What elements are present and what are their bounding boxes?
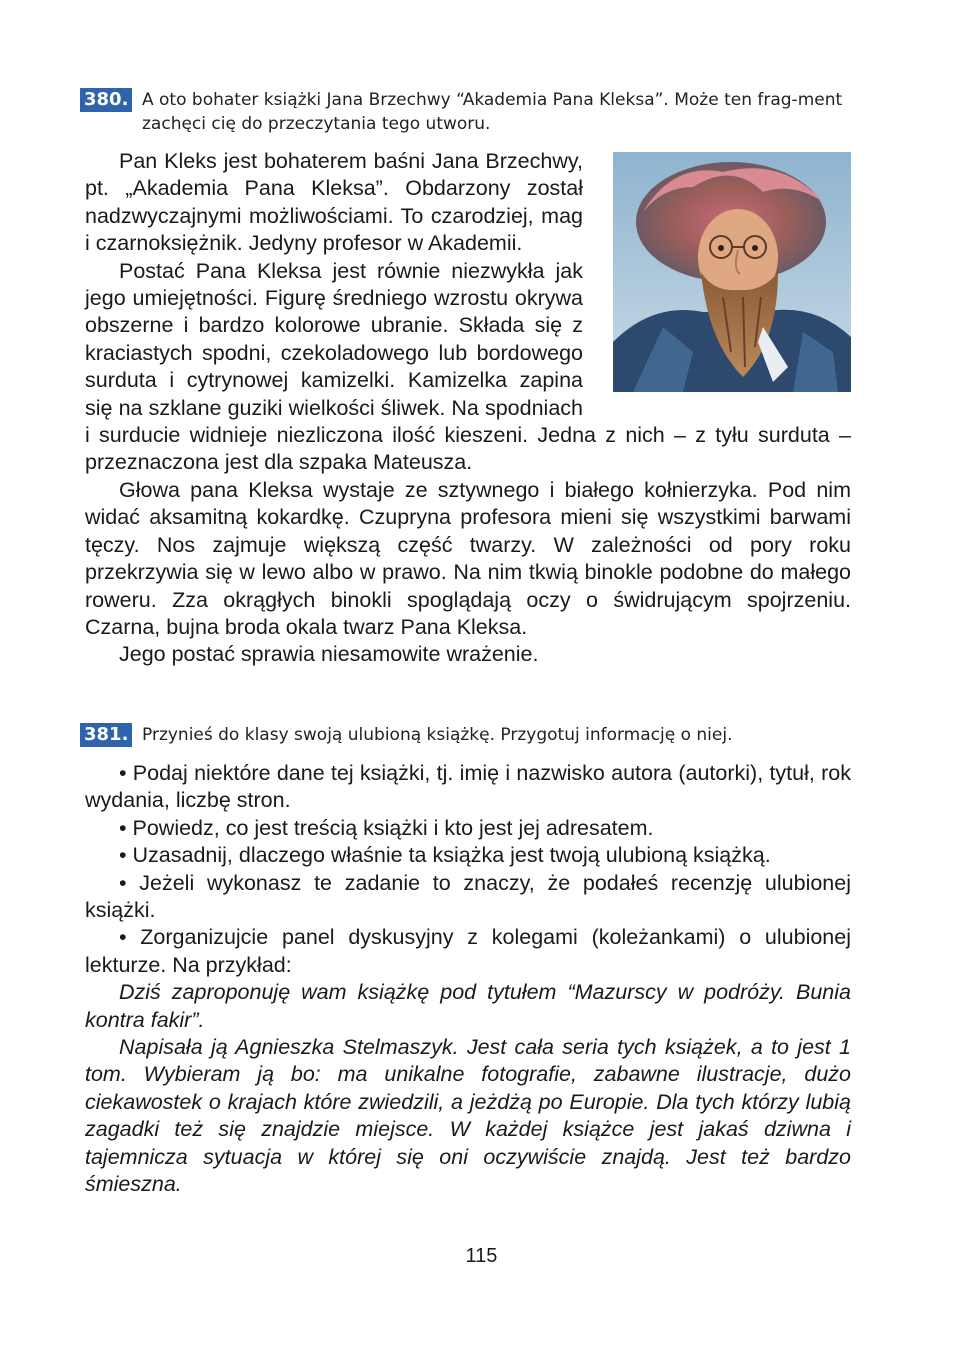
exercise-380-header	[80, 88, 856, 136]
exercise-380-instruction: A oto bohater książki Jana Brzechwy “Akademia Pana Kleksa”. Może ten frag-ment zachęci cię do przeczytania tego utworu.	[142, 90, 843, 134]
exercise-381-text	[85, 760, 851, 1199]
exercise-381-number: 381.	[80, 723, 132, 747]
exercise-381-header	[80, 723, 856, 747]
exercise-380-text	[85, 148, 851, 669]
paragraph: Pan Kleks jest bohaterem baśni Jana Brzechwy, pt. „Akademia Pana Kleksa”. Obdarzony został nadzwyczajnymi możliwościami. To czarodziej, mag i czarnoksiężnik. Jedyny profesor w Akademii.	[85, 149, 583, 256]
exercise-381-instruction: Przynieś do klasy swoją ulubioną książkę. Przygotuj informację o niej.	[142, 725, 733, 745]
bullet-item: • Zorganizujcie panel dyskusyjny z kolegami (koleżankami) o ulubionej lekturze. Na przykład:	[85, 925, 851, 977]
paragraph: Jego postać sprawia niesamowite wrażenie.	[119, 642, 539, 667]
exercise-380-number: 380.	[80, 88, 132, 112]
paragraph: Postać Pana Kleksa jest równie niezwykła jak jego umiejętności. Figurę średniego wzrostu okrywa obszerne i bardzo kolorowe ubranie. Składa się z kraciastych spodni, czekoladowego lub bordowego surduta i cytrynowej kamizelki. Kamizelka zapina się na szklane guziki wielkości śliwek. Na spodniach i surducie widnieje niezliczona ilość kieszeni. Jedna z nich – z tyłu surduta – przeznaczona jest dla szpaka Mateusza.	[85, 258, 851, 475]
paragraph: Głowa pana Kleksa wystaje ze sztywnego i białego kołnierzyka. Pod nim widać aksamitną kokardkę. Czupryna profesora mieni się wszystkimi barwami tęczy. Nos zajmuje większą część twarzy. W zależności od pory roku przekrzywia się w lewo albo w prawo. Na nim tkwią binokle podobne do małego roweru. Zza okrągłych binokli spoglądają oczy o świdrującym spojrzeniu. Czarna, bujna broda okala twarz Pana Kleksa.	[85, 477, 851, 639]
bullet-item: • Powiedz, co jest treścią książki i kto jest jej adresatem.	[119, 815, 654, 840]
page-number: 115	[465, 1245, 498, 1267]
example-paragraph: Napisała ją Agnieszka Stelmaszyk. Jest cała seria tych książek, a to jest 1 tom. Wybieram ją bo: ma unikalne fotografie, zabawne ilustracje, dużo ciekawostek o krajach które zwiedzili, a jeżdżą po Europie. Dla tych którzy lubią zagadki też się znajdzie miejsce. W każdej książce jest jakaś dziwna i tajemnicza sytuacja w której się oni oczywiście znajdą. Jest też bardzo śmieszna.	[85, 1035, 851, 1197]
pan-kleks-photo	[613, 152, 851, 392]
example-paragraph: Dziś zaproponuję wam książkę pod tytułem “Mazurscy w podróży. Bunia kontra fakir”.	[85, 980, 851, 1032]
bullet-item: • Jeżeli wykonasz te zadanie to znaczy, że podałeś recenzję ulubionej książki.	[85, 870, 851, 923]
bullet-item: • Uzasadnij, dlaczego właśnie ta książka jest twoją ulubioną książką.	[119, 843, 771, 868]
bullet-item: • Podaj niektóre dane tej książki, tj. imię i nazwisko autora (autorki), tytuł, rok wydania, liczbę stron.	[85, 761, 851, 813]
